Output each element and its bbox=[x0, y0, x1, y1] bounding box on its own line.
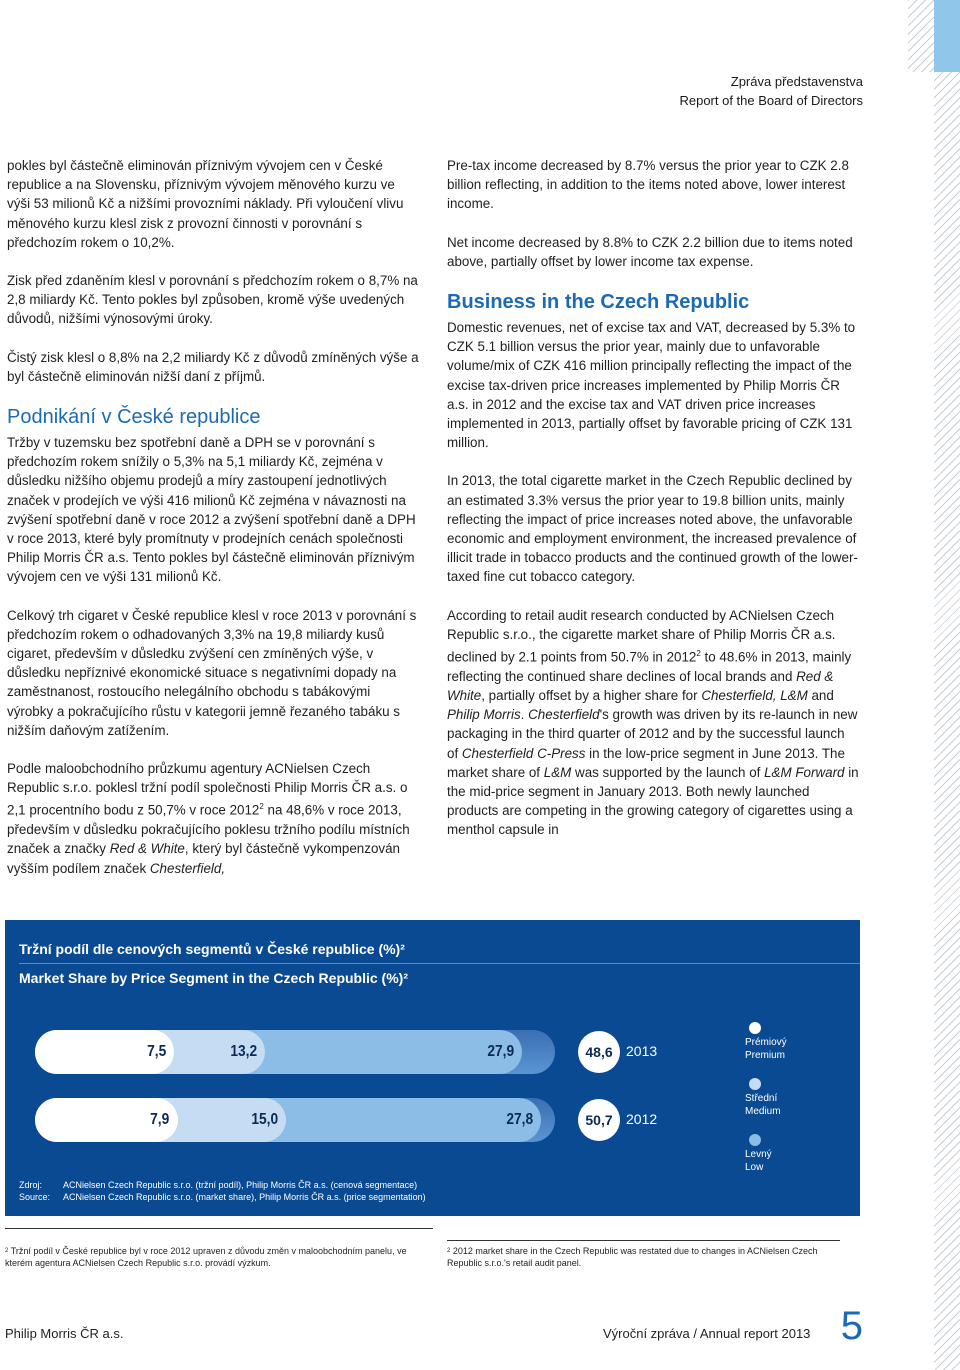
bar-2012 bbox=[35, 1098, 555, 1142]
chart-title-cz: Tržní podíl dle cenových segmentů v České republice (%)² bbox=[19, 941, 405, 957]
header-en: Report of the Board of Directors bbox=[679, 93, 863, 108]
paragraph: Podle maloobchodního průzkumu agentury ACNielsen Czech Republic s.r.o. poklesl tržní podíl společnosti Philip Morris ČR a.s. o 2,1 procentního bodu z 50,7% v roce 2012$^2$ na 48,6% v roce 2013, především v důsledku pokračujícího poklesu tržního podílu místních značek a značky Red & White, který byl částečně vykompenzován vyšším podílem značek Chesterfield, bbox=[7, 761, 410, 876]
bar-segment-premium-2012 bbox=[35, 1098, 178, 1142]
footnote-rule-cz bbox=[5, 1228, 433, 1229]
bar-2013 bbox=[35, 1030, 555, 1074]
data-label: 7,5 bbox=[146, 1043, 166, 1060]
czech-column bbox=[7, 156, 419, 897]
total-share-2012: 50,7 bbox=[578, 1099, 620, 1141]
market-share-chart bbox=[5, 920, 860, 1216]
data-label: 27,9 bbox=[487, 1043, 515, 1060]
legend-dot-low bbox=[749, 1134, 761, 1146]
chart-title-en: Market Share by Price Segment in the Czech Republic (%)² bbox=[19, 970, 408, 986]
header-cz: Zpráva představenstva bbox=[730, 74, 863, 89]
data-label: 13,2 bbox=[230, 1043, 258, 1060]
year-label-2012: 2012 bbox=[626, 1111, 658, 1127]
total-share-2013: 48,6 bbox=[578, 1031, 620, 1073]
chart-title-divider bbox=[19, 963, 860, 964]
paragraph: Celkový trh cigaret v České republice klesl v roce 2013 v porovnání s předchozím rokem o odhadovaných 3,3% na 19,8 miliardy kusů cigaret, především v důsledku zvýšení cen zmíněných výše, v důsledku nepříznivé ekonomické situace s negativními dopady na zaměstnanost, rostoucího nelegálního obchodu s tabákovými výrobky a pokračujícího růstu v kategorii jemně řezaného tabáku s nižším daňovým zatížením. bbox=[7, 607, 417, 738]
footer-report: Výroční zpráva / Annual report 2013 bbox=[603, 1326, 811, 1341]
running-header bbox=[679, 72, 863, 110]
section-heading-cz: Podnikání v České republice bbox=[7, 406, 261, 429]
page-number: 5 bbox=[840, 1304, 863, 1348]
legend-dot-medium bbox=[749, 1078, 761, 1090]
english-column bbox=[447, 156, 859, 859]
footnote-en: $^2$ 2012 market share in the Czech Republic was restated due to changes in ACNielsen Czech Republic s.r.o.'s retail audit panel. bbox=[447, 1246, 818, 1268]
section-heading-en: Business in the Czech Republic bbox=[447, 291, 750, 314]
footnote-rule-en bbox=[447, 1240, 840, 1241]
hatch-pattern-right bbox=[934, 72, 960, 1370]
paragraph: pokles byl částečně eliminován příznivým vývojem cen v České republice a na Slovensku, příznivým vývojem měnového kurzu ve výši 53 milionů Kč a nižšími provozními náklady. Při vyloučení vlivu měnového kurzu klesl zisk z provozní činnosti v porovnání s předchozím rokem o 10,2%. bbox=[7, 158, 404, 250]
paragraph: Tržby v tuzemsku bez spotřební daně a DPH se v porovnání s předchozím rokem snížily o 5,3% na 5,1 miliardy Kč, zejména v důsledku nižšího objemu prodejů a míry zastoupení jednotlivých značek v prodejích ve výši 416 milionů Kč zejména v návaznosti na zvýšení spotřební daně v roce 2012 a zvýšení spotřební daně a DPH v roce 2013, které byly promítnuty v prodejních cenách společnosti Philip Morris ČR a.s. Tento pokles byl částečně eliminován příznivým vývojem cen ve výši 131 milionů Kč. bbox=[7, 435, 416, 585]
chart-source-cz: Zdroj: ACNielsen Czech Republic s.r.o. (tržní podíl), Philip Morris ČR a.s. (cenová segmentace) bbox=[19, 1180, 418, 1190]
legend-low: Levný Low bbox=[745, 1149, 772, 1173]
legend-medium: Střední Medium bbox=[745, 1093, 781, 1117]
paragraph: Čistý zisk klesl o 8,8% na 2,2 miliardy Kč z důvodů zmíněných výše a byl částečně eliminován nižší daní z příjmů. bbox=[7, 349, 419, 384]
hatch-pattern-top bbox=[908, 0, 934, 72]
data-label: 7,9 bbox=[150, 1111, 170, 1128]
paragraph: Pre-tax income decreased by 8.7% versus the prior year to CZK 2.8 billion reflecting, in addition to the items noted above, lower interest income. bbox=[447, 158, 849, 212]
data-label: 27,8 bbox=[506, 1111, 534, 1128]
bar-segment-premium-2013 bbox=[35, 1030, 174, 1074]
year-label-2013: 2013 bbox=[626, 1043, 658, 1059]
paragraph: Net income decreased by 8.8% to CZK 2.2 billion due to items noted above, partially offset by lower income tax expense. bbox=[447, 234, 853, 269]
paragraph: Zisk před zdaněním klesl v porovnání s předchozím rokem o 8,7% na 2,8 miliardy Kč. Tento pokles byl způsoben, kromě výše uvedených důvodů, nižšími výnosovými úroky. bbox=[7, 273, 418, 327]
chart-source-en: Source: ACNielsen Czech Republic s.r.o. (market share), Philip Morris ČR a.s. (price segmentation) bbox=[19, 1192, 426, 1202]
legend-premium: Prémiový Premium bbox=[745, 1037, 787, 1061]
footer-company: Philip Morris ČR a.s. bbox=[5, 1326, 124, 1341]
paragraph: According to retail audit research conducted by ACNielsen Czech Republic s.r.o., the cigarette market share of Philip Morris ČR a.s. declined by 2.1 points from 50.7% in 2012$^2$ to 48.6% in 2013, mainly reflecting the continued share declines of local brands and Red & White, partially offset by a higher share for Chesterfield, L&M and Philip Morris. Chesterfield's growth was driven by its re-launch in new packaging in the third quarter of 2012 and by the successful launch of Chesterfield C-Press in the low-price segment in June 2013. The market share of L&M was supported by the launch of L&M Forward in the mid-price segment in January 2013. Both newly launched products are competing in the growing category of cigarettes using a menthol capsule in bbox=[447, 607, 859, 838]
legend-dot-premium bbox=[749, 1022, 761, 1034]
paragraph: In 2013, the total cigarette market in the Czech Republic declined by an estimated 3.3% versus the prior year to 19.8 billion units, mainly reflecting the impact of price increases noted above, the unfavorable economic and employment environment, the increased prevalence of illicit trade in tobacco products and the continued growth of the lower-taxed fine cut tobacco category. bbox=[447, 473, 858, 585]
corner-tab bbox=[934, 0, 960, 72]
paragraph: Domestic revenues, net of excise tax and VAT, decreased by 5.3% to CZK 5.1 billion versus the prior year, mainly due to unfavorable volume/mix of CZK 416 million principally reflecting the impact of the excise tax-driven price increases implemented by Philip Morris ČR a.s. in 2012 and the excise tax and VAT driven price increases implemented in 2013, partially offset by favorable pricing of CZK 131 million. bbox=[447, 320, 856, 451]
data-label: 15,0 bbox=[250, 1111, 278, 1128]
footnote-cz: $^2$ Tržní podíl v České republice byl v roce 2012 upraven z důvodu změn v maloobchodním panelu, ve kterém agentura ACNielsen Czech Republic s.r.o. provádí výzkum. bbox=[5, 1246, 407, 1268]
